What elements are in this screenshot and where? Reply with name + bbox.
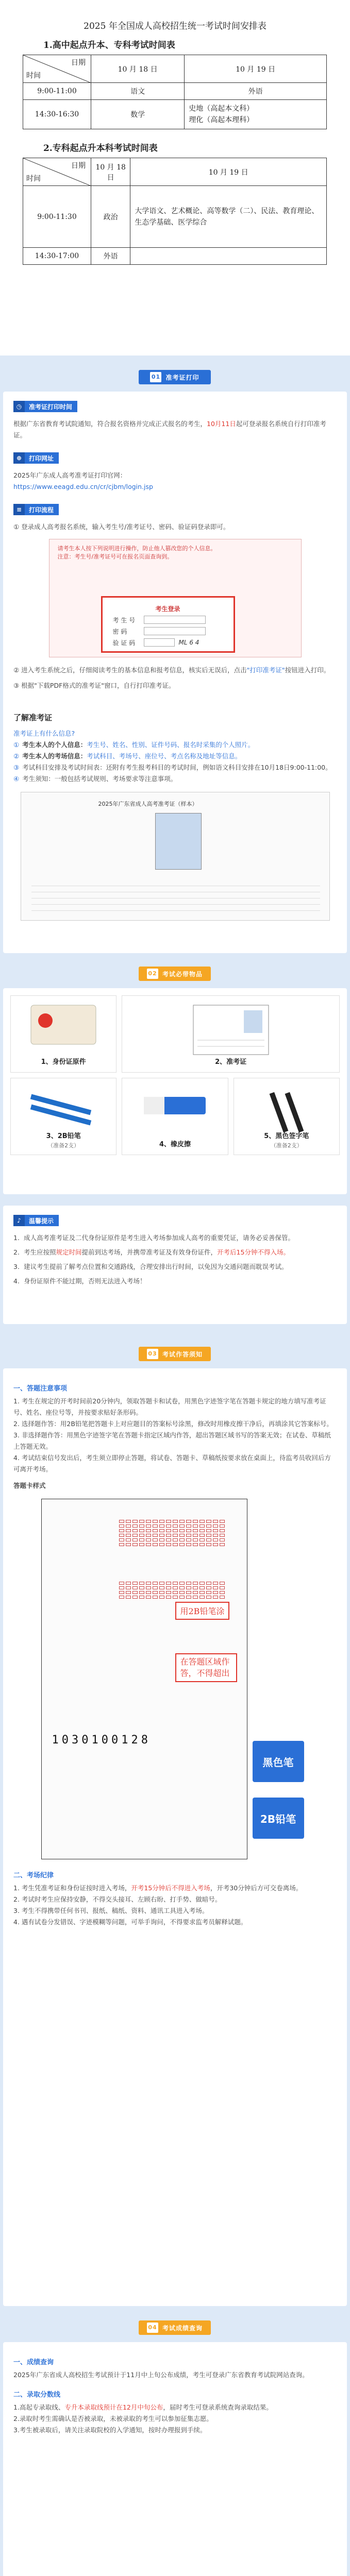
time-cell: 14:30-16:30 <box>23 100 91 129</box>
reminder-item: 1. 成人高考准考证及二代身份证原件是考生进入考场参加成人高考的重要凭证，请务必妥善保管。 <box>13 1234 295 1242</box>
time-cell: 14:30-17:00 <box>23 248 91 265</box>
2b-pencil-tag: 2B铅笔 <box>253 1798 304 1839</box>
captcha-input[interactable] <box>144 638 175 647</box>
reminder-card <box>3 1206 347 1324</box>
candidate-photo <box>155 813 202 870</box>
step-2: ② 进入考生系统之后，仔细阅读考生的基本信息和报考信息，核实后无误后，点击"打印准考证"按钮进入打印。 <box>13 666 330 674</box>
screenshot-hint: 请考生本人按下列说明进行操作，防止他人篡改您的个人信息。 <box>57 545 216 552</box>
info-bullet: ① 考生本人的个人信息：考生号、姓名、性别、证件号码、报名时采集的个人照片。 <box>13 741 255 749</box>
link-icon: ⊕ <box>13 452 25 464</box>
timetable-table-2 <box>23 158 327 265</box>
login-screenshot <box>49 539 302 657</box>
date-cell: 10 月 18 日 <box>91 55 185 83</box>
eraser-icon <box>139 1087 211 1123</box>
score-card: 一、成绩查询 2025年广东省成人高校招生考试预计于11月中上旬公布成绩，考生可登录广东省教育考试院网站查询。 二、录取分数线 1.高起专录取线、专升本录取线预计在12月中旬公布，届时考生可登录系统查询录取结果。 2.录取时考生需确认是否被录取，未被录取的考生可以参加征集志愿。 3.考生被录取后，请关注录取院校的入学通知，按时办理报到手续。 <box>3 2342 347 2576</box>
bubble-grid <box>119 1520 225 1546</box>
id-card-icon <box>30 1004 97 1045</box>
subject-cell: 语文 <box>91 83 185 100</box>
subject-cell: 政治 <box>91 186 130 248</box>
print-url-link[interactable]: https://www.eeagd.edu.cn/cr/cjbm/login.jsp <box>13 483 153 490</box>
item-2b-pencil: 3、2B铅笔 （准备2支） <box>10 1078 116 1155</box>
exam-number-digits: 1030100128 <box>52 1734 151 1747</box>
corner-cell: 日期 时间 <box>23 158 91 186</box>
date-cell: 10 月 19 日 <box>130 158 327 186</box>
discipline-head: 二、考场纪律 <box>13 1872 54 1879</box>
info-bullet: ③ 考试科目安排及考试时间表：还附有考生报考科目的考试时间，例如语文科目安排在10月18日9:00-11:00。 <box>13 764 332 771</box>
bell-icon: ♪ <box>13 1215 25 1226</box>
screenshot-hint: 注意：考生号/准考证号可在报名页面查询到。 <box>57 553 173 560</box>
sample-ticket-image <box>21 792 330 921</box>
info-bullet: ② 考生本人的考场信息：考试科目、考场号、座位号、考点名称及地址等信息。 <box>13 752 242 760</box>
time-cell: 9:00-11:00 <box>23 83 91 100</box>
item-eraser: 4、橡皮擦 <box>122 1078 228 1155</box>
corner-cell: 日期 时间 <box>23 55 91 83</box>
subject-cell: 数学 <box>91 100 185 129</box>
step-1: ① 登录成人高考报名系统，输入考生号/准考证号、密码、验证码登录即可。 <box>13 523 230 531</box>
timetable-section-1-title: 1.高中起点升本、专科考试时间表 <box>43 40 175 50</box>
answer-instructions-card: 一、答题注意事项 1. 考生在规定的开考时间前20分钟内，领取答题卡和试卷，用黑色字迹签字笔在答题卡规定的地方填写准考证号、姓名、座位号等，并按要求贴好条形码。 2. 选择题作答：用2B铅笔把答题卡上对应题目的答案标号涂黑，修改时用橡皮擦干净后，再填涂其它答案标号。 3. 非选择题作答：用黑色字迹签字笔在答题卡指定区域内作答，超出答题区域书写的答案无效；在试卷、草稿纸上答题无效。 4. 考试结束信号发出后，考生须立即停止答题，将试卷、答题卡、草稿纸按要求放在桌面上，待监考员收回后方可离开考场。 答题卡样式 1030100128 用2B铅笔涂 在答题区域作答，不得超出 黑色笔 2B铅笔 二、考场纪律 1. 考生凭准考证和身份证按时进入考场，开考15分钟后不得进入考场，开考30分钟后方可交卷离场。 2. 考试时考生应保持安静，不得交头接耳、左顾右盼、打手势、做暗号。 3. 考生不得携带任何书刊、报纸、稿纸、资料、通讯工具进入考场。 4. 遇有试卷分发错误、字迹模糊等问题，可举手询问，不得要求监考员解释试题。 <box>3 1368 347 2306</box>
know-question: 准考证上有什么信息? <box>13 730 75 737</box>
item-id-card: 1、身份证原件 <box>10 995 116 1073</box>
clock-icon: ◷ <box>13 401 25 412</box>
section-banner-03: 03 考试作答须知 <box>0 1345 350 1363</box>
section-head: ◷ 准考证打印时间 <box>13 401 77 412</box>
admission-ticket-icon <box>192 1004 270 1056</box>
section-banner-02: 02 考试必带物品 <box>0 964 350 983</box>
timetable-title: 2025 年全国成人高校招生统一考试时间安排表 <box>84 21 266 31</box>
section-head: ♪ 温馨提示 <box>13 1215 59 1226</box>
required-items-card <box>3 988 347 1194</box>
list-icon: ≡ <box>13 504 25 515</box>
items-grid <box>10 995 340 1155</box>
answer-head: 一、答题注意事项 <box>13 1385 68 1393</box>
callout-pencil: 用2B铅笔涂 <box>175 1602 230 1620</box>
time-cell: 9:00-11:30 <box>23 186 91 248</box>
reminder-item: 2. 考生应按照规定时间提前到达考场，并携带准考证及有效身份证件，开考后15分钟不得入场。 <box>13 1248 290 1256</box>
item-black-pen: 5、黑色签字笔 （准备2支） <box>234 1078 340 1155</box>
sample-ticket-header: 2025年广东省成人高考准考证（样本） <box>98 801 198 807</box>
print-time-paragraph: 根据广东省教育考试院通知，符合报名资格并完成正式报名的考生，10月11日起可登录报名系统自行打印准考证。 <box>13 420 326 439</box>
ticket-print-card <box>3 392 347 953</box>
info-bullet: ④ 考生须知：一般包括考试规则、考场要求等注意事项。 <box>13 775 177 783</box>
subject-cell: 大学语文、艺术概论、高等数学（二）、民法、教育理论、生态学基础、医学综合 <box>130 186 327 248</box>
url-label: 2025年广东成人高考准考证打印官网： <box>13 471 127 479</box>
reminder-item: 3. 建议考生提前了解考点位置和交通路线，合理安排出行时间，以免因为交通问题而耽误考试。 <box>13 1263 288 1270</box>
callout-area: 在答题区域作答，不得超出 <box>175 1653 237 1682</box>
know-ticket-title: 了解准考证 <box>13 713 53 722</box>
sample-label: 答题卡样式 <box>13 1482 46 1489</box>
section-head: ⊕ 打印网址 <box>13 452 59 464</box>
timetable-section-2-title: 2.专科起点升本科考试时间表 <box>43 143 158 154</box>
section-banner-04: 04 考试成绩查询 <box>0 2318 350 2337</box>
pencil-icon <box>25 1087 102 1128</box>
exam-timetable-image <box>0 0 350 355</box>
answer-sheet-image <box>41 1499 309 1859</box>
subject-cell: 外语 <box>91 248 130 265</box>
black-pen-tag: 黑色笔 <box>253 1741 304 1782</box>
date-cell: 10 月 18 日 <box>91 158 130 186</box>
timetable-table-1 <box>23 55 327 129</box>
password-input[interactable] <box>144 627 206 635</box>
date-cell: 10 月 19 日 <box>185 55 327 83</box>
subject-cell: 外语 <box>185 83 327 100</box>
candidate-id-input[interactable] <box>144 616 206 624</box>
reminder-item: 4. 身份证原件不能过期，否则无法进入考场！ <box>13 1277 146 1285</box>
section-banner-01: 01 准考证打印 <box>0 368 350 386</box>
subject-cell <box>130 248 327 265</box>
subject-cell: 史地（高起本文科） 理化（高起本理科） <box>185 100 327 129</box>
captcha-image: ML 6 4 <box>178 639 199 646</box>
step-3: ③ 根据"下载PDF格式的准考证"窗口，自行打印准考证。 <box>13 682 175 689</box>
pen-icon <box>256 1087 318 1133</box>
item-admission-ticket: 2、准考证 <box>122 995 340 1073</box>
section-head: ≡ 打印流程 <box>13 504 59 515</box>
login-box: 考生登录 考 生 号 密 码 验 证 码 ML 6 4 <box>101 596 235 653</box>
